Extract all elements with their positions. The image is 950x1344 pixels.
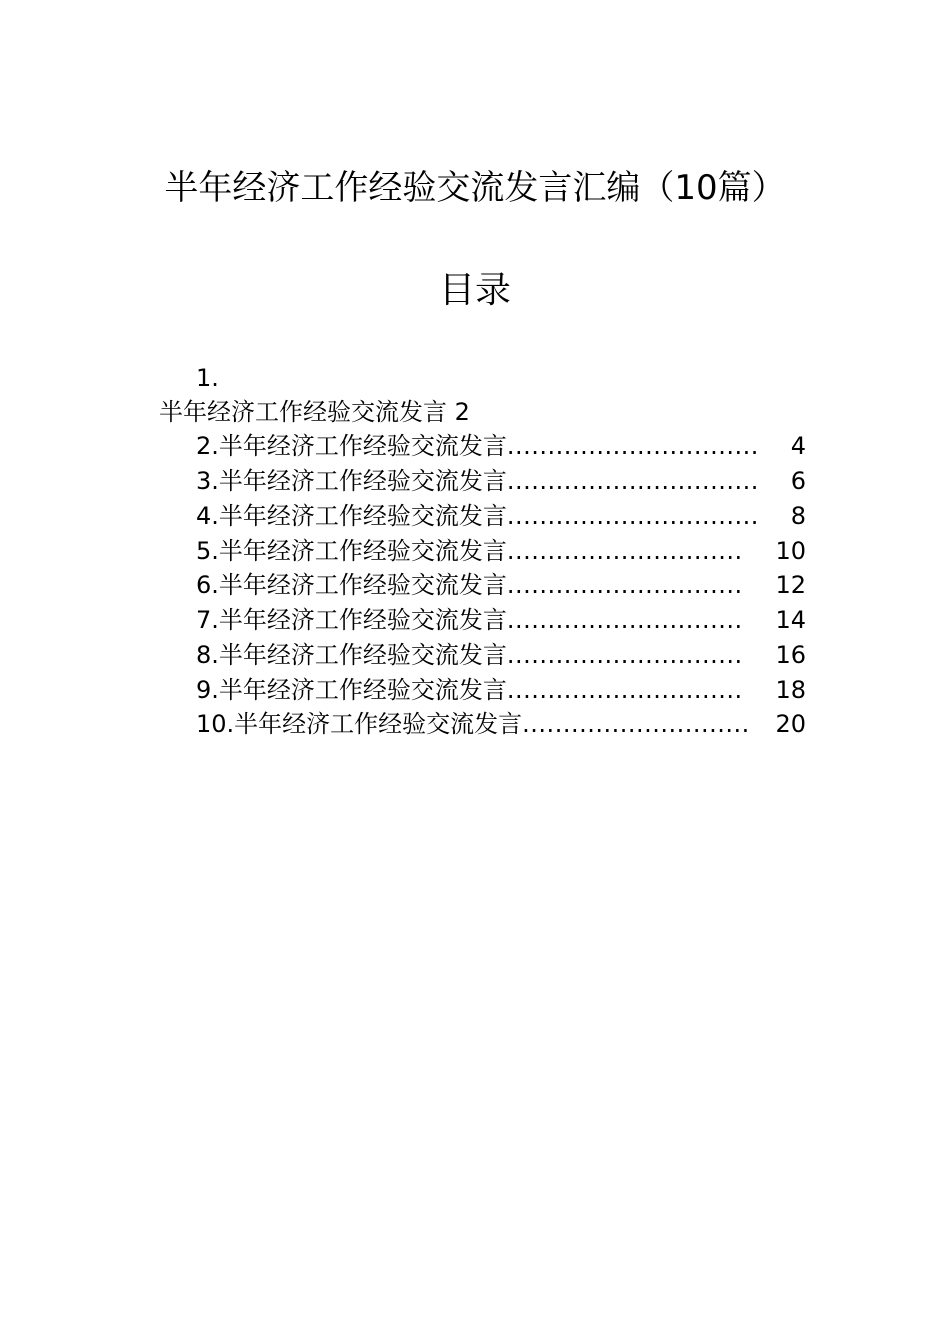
toc-item-label: 7.半年经济工作经验交流发言 bbox=[196, 606, 507, 634]
toc-item-leader: ............................. bbox=[506, 606, 743, 634]
toc-item-page: 8 bbox=[790, 502, 806, 530]
toc-item-page: 6 bbox=[790, 467, 806, 495]
toc-item-1[interactable] bbox=[159, 396, 470, 428]
toc-item-10[interactable] bbox=[196, 708, 806, 742]
toc-item-leader: ............................. bbox=[506, 571, 743, 599]
toc-item-7[interactable] bbox=[196, 604, 806, 638]
toc-item-leader: ............................... bbox=[506, 432, 759, 460]
toc-item-page: 20 bbox=[775, 710, 806, 738]
toc-item-leader: ............................... bbox=[506, 467, 759, 495]
toc-item-8[interactable] bbox=[196, 639, 806, 673]
toc-item-leader: ............................. bbox=[506, 676, 743, 704]
toc-item-1-number[interactable]: 1. bbox=[196, 364, 219, 392]
toc-item-label: 9.半年经济工作经验交流发言 bbox=[196, 676, 507, 704]
toc-item-6[interactable] bbox=[196, 569, 806, 603]
toc-item-9[interactable] bbox=[196, 674, 806, 708]
toc-item-5[interactable] bbox=[196, 535, 806, 569]
toc-item-leader: ............................... bbox=[506, 502, 759, 530]
toc-item-leader: ............................ bbox=[522, 710, 750, 738]
toc-item-page: 4 bbox=[790, 432, 806, 460]
toc-item-1-page: 2 bbox=[454, 398, 470, 426]
toc-item-2[interactable] bbox=[196, 430, 806, 464]
toc-item-1-label: 半年经济工作经验交流发言 bbox=[159, 398, 447, 426]
toc-item-page: 10 bbox=[775, 537, 806, 565]
toc-item-label: 3.半年经济工作经验交流发言 bbox=[196, 467, 507, 495]
toc-item-page: 14 bbox=[775, 606, 806, 634]
toc-item-label: 4.半年经济工作经验交流发言 bbox=[196, 502, 507, 530]
toc-item-leader: ............................. bbox=[506, 641, 743, 669]
toc-item-label: 10.半年经济工作经验交流发言 bbox=[196, 710, 523, 738]
toc-item-page: 18 bbox=[775, 676, 806, 704]
toc-item-label: 8.半年经济工作经验交流发言 bbox=[196, 641, 507, 669]
toc-item-leader: ............................. bbox=[506, 537, 743, 565]
toc-heading: 目录 bbox=[438, 270, 511, 311]
toc-item-3[interactable] bbox=[196, 465, 806, 499]
document-title: 半年经济工作经验交流发言汇编（10篇） bbox=[164, 168, 786, 208]
toc-item-label: 2.半年经济工作经验交流发言 bbox=[196, 432, 507, 460]
toc-item-label: 5.半年经济工作经验交流发言 bbox=[196, 537, 507, 565]
toc-item-4[interactable] bbox=[196, 500, 806, 534]
toc-item-label: 6.半年经济工作经验交流发言 bbox=[196, 571, 507, 599]
toc-item-page: 16 bbox=[775, 641, 806, 669]
toc-item-page: 12 bbox=[775, 571, 806, 599]
